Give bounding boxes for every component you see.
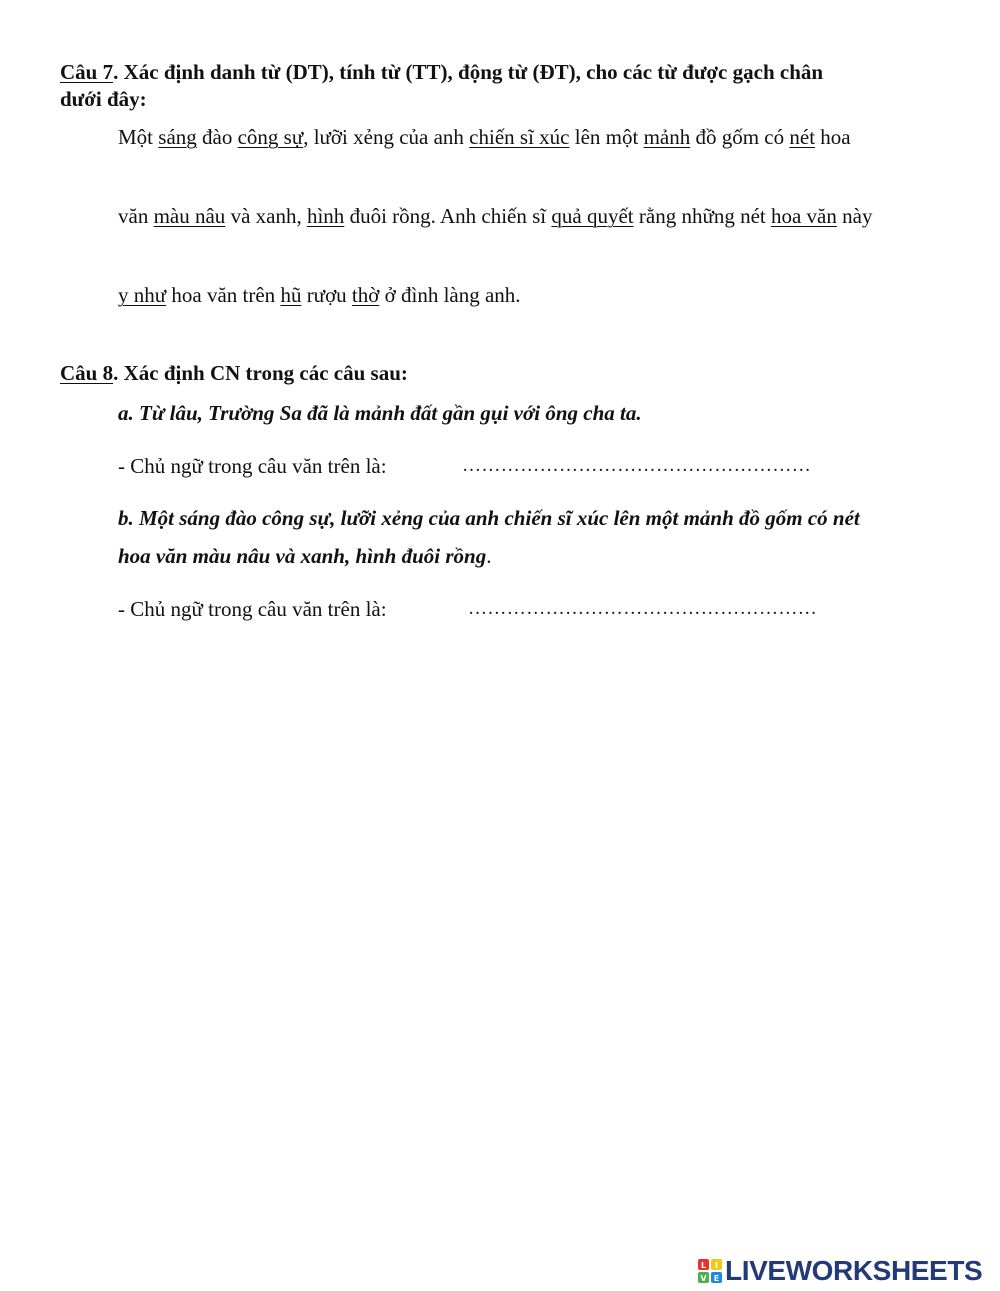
q8-sentence-a bbox=[118, 401, 642, 426]
q7-line-1 bbox=[118, 125, 851, 150]
q8-label: Câu 8 bbox=[60, 361, 114, 385]
q8-a-text: . Từ lâu, Trường Sa đã là mảnh đất gần gụi với ông cha ta. bbox=[128, 401, 642, 425]
q8-sentence-b-line1: b. Một sáng đào công sự, lưỡi xẻng của anh chiến sĩ xúc lên một mảnh đồ gốm có nét bbox=[118, 506, 860, 530]
underlined-word: thờ bbox=[351, 283, 380, 307]
q8-b-period: . bbox=[486, 544, 492, 568]
q7-heading-line2: dưới đây: bbox=[60, 87, 147, 111]
q8-answer-prompt-b: - Chủ ngữ trong câu văn trên là: bbox=[118, 597, 387, 621]
text: ở đình làng anh. bbox=[379, 283, 521, 307]
q8-answer-prompt-a: - Chủ ngữ trong câu văn trên là: bbox=[118, 454, 387, 478]
liveworksheets-logo-icon bbox=[697, 1258, 723, 1284]
svg-text:V: V bbox=[700, 1274, 707, 1283]
text: hoa văn trên bbox=[166, 283, 281, 307]
liveworksheets-brand bbox=[697, 1255, 982, 1287]
text: rằng những nét bbox=[633, 204, 771, 228]
svg-text:E: E bbox=[713, 1274, 720, 1283]
underlined-word: quả quyết bbox=[551, 204, 634, 228]
text: và xanh, bbox=[225, 204, 307, 228]
underlined-word: công sự bbox=[237, 125, 304, 149]
q7-line-2 bbox=[118, 204, 872, 229]
underlined-word: chiến sĩ xúc bbox=[469, 125, 570, 149]
underlined-word: hũ bbox=[280, 283, 302, 307]
underlined-word: sáng bbox=[158, 125, 197, 149]
q8-title: . Xác định CN trong các câu sau: bbox=[113, 361, 408, 385]
svg-text:I: I bbox=[715, 1261, 718, 1270]
text: rượu bbox=[301, 283, 352, 307]
q7-heading bbox=[60, 60, 823, 85]
underlined-word: màu nâu bbox=[153, 204, 226, 228]
svg-text:L: L bbox=[700, 1261, 707, 1270]
text: đồ gốm có bbox=[690, 125, 790, 149]
text: văn bbox=[118, 204, 154, 228]
underlined-word: nét bbox=[789, 125, 816, 149]
text: Một bbox=[118, 125, 159, 149]
q7-label: Câu 7 bbox=[60, 60, 114, 84]
underlined-word: hoa văn bbox=[770, 204, 837, 228]
text: đào bbox=[196, 125, 238, 149]
text: lên một bbox=[569, 125, 644, 149]
q7-title: . Xác định danh từ (DT), tính từ (TT), động từ (ĐT), cho các từ được gạch chân bbox=[113, 60, 824, 84]
underlined-word: hình bbox=[306, 204, 345, 228]
text: đuôi rồng. Anh chiến sĩ bbox=[344, 204, 552, 228]
q7-line-3 bbox=[118, 283, 521, 308]
underlined-word: mảnh bbox=[643, 125, 691, 149]
q8-heading bbox=[60, 361, 408, 386]
q8-b-text: hoa văn màu nâu và xanh, hình đuôi rồng bbox=[118, 544, 487, 568]
q8-a-label: a bbox=[118, 401, 129, 425]
text: này bbox=[836, 204, 873, 228]
answer-blank-b[interactable]: ……………………………………………… bbox=[468, 598, 818, 619]
text: , lưỡi xẻng của anh bbox=[303, 125, 470, 149]
text: hoa bbox=[815, 125, 851, 149]
brand-text: LIVEWORKSHEETS bbox=[725, 1255, 983, 1286]
answer-blank-a[interactable]: ……………………………………………… bbox=[462, 455, 812, 476]
underlined-word: y như bbox=[118, 283, 167, 307]
q8-sentence-b-line2 bbox=[118, 544, 491, 569]
